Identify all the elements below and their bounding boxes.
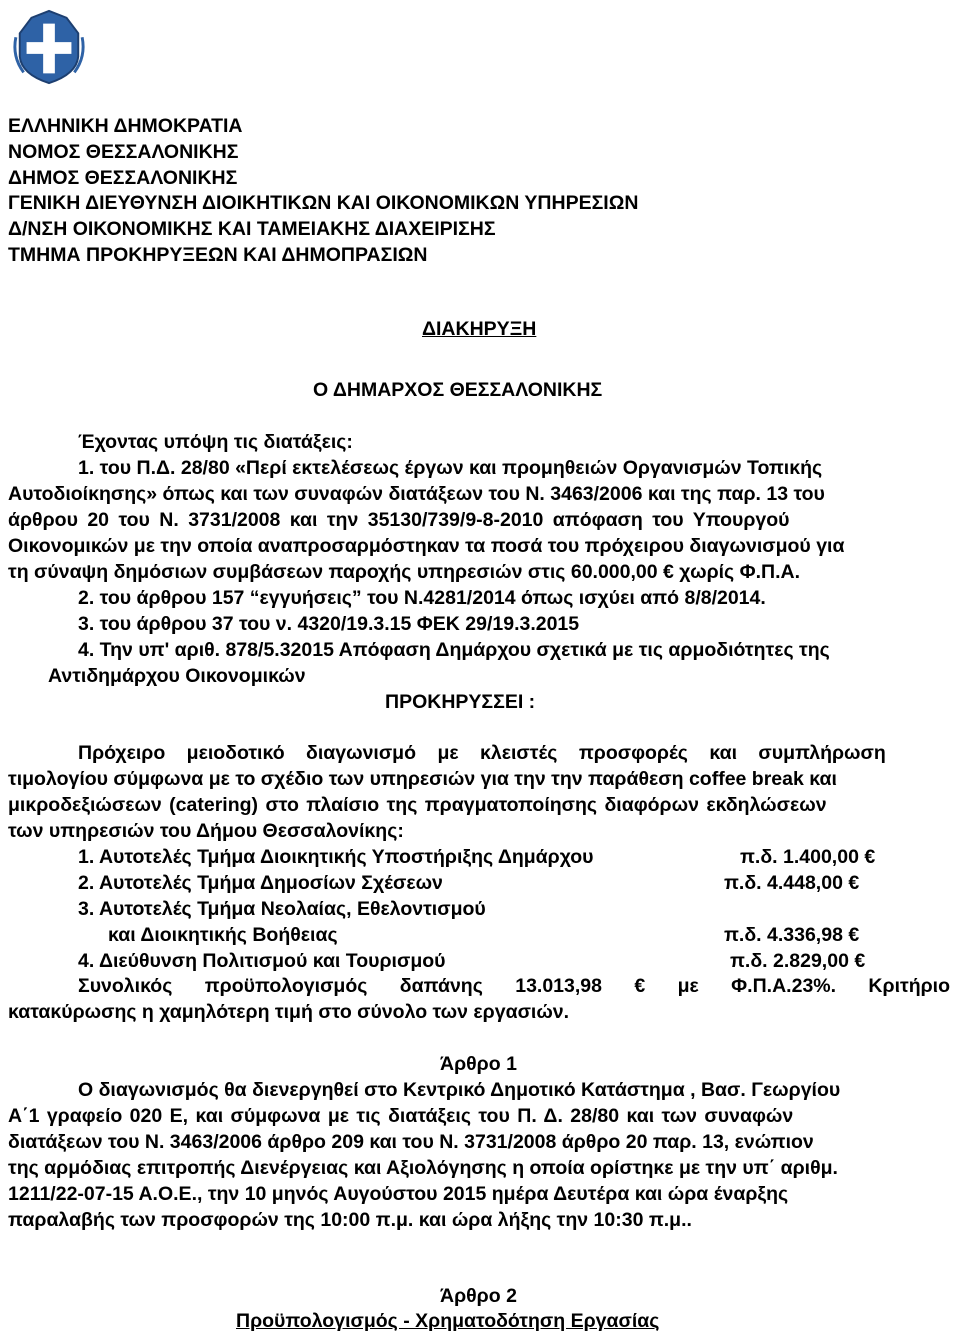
provision-1-line: άρθρου 20 του Ν. 3731/2008 και την 35130/739/9-8-2010 απόφαση του Υπουργού (8, 509, 790, 531)
provision-2: 2. του άρθρου 157 “εγγυήσεις” του Ν.4281/2014 όπως ισχύει από 8/8/2014. (78, 587, 766, 609)
provision-1-line: τη σύναψη δημόσιων συμβάσεων παροχής υπηρεσιών στις 60.000,00 € χωρίς Φ.Π.Α. (8, 561, 801, 583)
greek-emblem-icon (10, 8, 88, 86)
mayor-line: Ο ΔΗΜΑΡΧΟΣ ΘΕΣΣΑΛΟΝΙΚΗΣ (313, 379, 603, 401)
article-1-line: 1211/22-07-15 Α.Ο.Ε., την 10 μηνός Αυγούστου 2015 ημέρα Δευτέρα και ώρα έναρξης (8, 1183, 789, 1205)
article-1-line: παραλαβής των προσφορών της 10:00 π.μ. και ώρα λήξης την 10:30 π.μ.. (8, 1209, 692, 1231)
document-title: ΔΙΑΚΗΡΥΞΗ (422, 318, 537, 340)
header-line: Δ/ΝΣΗ ΟΙΚΟΝΟΜΙΚΗΣ ΚΑΙ ΤΑΜΕΙΑΚΗΣ ΔΙΑΧΕΙΡΙΣΗΣ (8, 218, 496, 240)
header-line: ΓΕΝΙΚΗ ΔΙΕΥΘΥΝΣΗ ΔΙΟΙΚΗΤΙΚΩΝ ΚΑΙ ΟΙΚΟΝΟΜΙΚΩΝ ΥΠΗΡΕΣΙΩΝ (8, 192, 639, 214)
total-word: δαπάνης (399, 975, 483, 997)
header-line: ΔΗΜΟΣ ΘΕΣΣΑΛΟΝΙΚΗΣ (8, 167, 238, 189)
budget-item-label: 1. Αυτοτελές Τμήμα Διοικητικής Υποστήριξης Δημάρχου (78, 846, 594, 868)
budget-item-label: 3. Αυτοτελές Τμήμα Νεολαίας, Εθελοντισμού (78, 898, 486, 920)
total-word: με (677, 975, 699, 997)
budget-item-amount: π.δ. 4.336,98 € (724, 924, 860, 946)
budget-item-amount: π.δ. 1.400,00 € (740, 846, 876, 868)
budget-item-label: και Διοικητικής Βοήθειας (108, 924, 338, 946)
article-1-line: διατάξεων του Ν. 3463/2006 άρθρο 209 και του Ν. 3731/2008 άρθρο 20 παρ. 13, ενώπιον (8, 1131, 814, 1153)
article-1-line: Ο διαγωνισμός θα διενεργηθεί στο Κεντρικό Δημοτικό Κατάστημα , Βασ. Γεωργίου (78, 1079, 841, 1101)
total-word: Κριτήριο (868, 975, 950, 997)
tender-line: των υπηρεσιών του Δήμου Θεσσαλονίκης: (8, 820, 404, 842)
budget-item-amount: π.δ. 4.448,00 € (724, 872, 860, 894)
article-1-line: της αρμόδιας επιτροπής Διενέργειας και Αξιολόγησης η οποία ορίστηκε με την υπ΄ αριθμ. (8, 1157, 838, 1179)
considering-line: Έχοντας υπόψη τις διατάξεις: (78, 431, 353, 453)
article-1-heading: Άρθρο 1 (440, 1053, 517, 1075)
tender-line: τιμολογίου σύμφωνα με το σχέδιο των υπηρεσιών για την την παράθεση coffee break και (8, 768, 837, 790)
total-line (78, 974, 950, 998)
article-2-subheading: Προϋπολογισμός - Χρηματοδότηση Εργασίας (236, 1310, 660, 1332)
award-criterion-line: κατακύρωσης η χαμηλότερη τιμή στο σύνολο των εργασιών. (8, 1001, 570, 1023)
tender-line: μικροδεξιώσεων (catering) στο πλαίσιο της πραγματοποίησης διαφόρων εκδηλώσεων (8, 794, 827, 816)
total-amount: 13.013,98 (515, 975, 602, 997)
tender-line: Πρόχειρο μειοδοτικό διαγωνισμό με κλειστές προσφορές και συμπλήρωση (78, 742, 886, 764)
article-1-line: Α΄1 γραφείο 020 Ε, και σύμφωνα με τις διατάξεις του Π. Δ. 28/80 και των συναφών (8, 1105, 794, 1127)
proclaims-heading: ΠΡΟΚΗΡΥΣΣΕΙ : (385, 691, 536, 713)
budget-item-amount: π.δ. 2.829,00 € (730, 950, 866, 972)
provision-4-line: 4. Την υπ' αριθ. 878/5.32015 Απόφαση Δημάρχου σχετικά με τις αρμοδιότητες της (78, 639, 830, 661)
provision-3: 3. του άρθρου 37 του ν. 4320/19.3.15 ΦΕΚ 29/19.3.2015 (78, 613, 580, 635)
article-2-heading: Άρθρο 2 (440, 1285, 517, 1307)
provision-1-line: Οικονομικών με την οποία αναπροσαρμόστηκαν τα ποσά του πρόχειρου διαγωνισμού για (8, 535, 845, 557)
budget-item-label: 4. Διεύθυνση Πολιτισμού και Τουρισμού (78, 950, 446, 972)
total-word: προϋπολογισμός (204, 975, 368, 997)
euro-sign: € (634, 975, 646, 997)
provision-1-line: Αυτοδιοίκησης» όπως και των συναφών διατάξεων του Ν. 3463/2006 και της παρ. 13 του (8, 483, 825, 505)
provision-4-line: Αντιδημάρχου Οικονομικών (48, 665, 306, 687)
provision-1-line (78, 456, 893, 480)
total-word: Συνολικός (78, 975, 173, 997)
header-line: ΤΜΗΜΑ ΠΡΟΚΗΡΥΞΕΩΝ ΚΑΙ ΔΗΜΟΠΡΑΣΙΩΝ (8, 244, 428, 266)
header-line: ΝΟΜΟΣ ΘΕΣΣΑΛΟΝΙΚΗΣ (8, 141, 239, 163)
provision-text: 1. του Π.Δ. 28/80 «Περί εκτελέσεως έργων και προμηθειών Οργανισμών Τοπικής (78, 457, 823, 479)
header-line: ΕΛΛΗΝΙΚΗ ΔΗΜΟΚΡΑΤΙΑ (8, 115, 243, 137)
total-vat: Φ.Π.Α.23%. (731, 975, 837, 997)
budget-item-label: 2. Αυτοτελές Τμήμα Δημοσίων Σχέσεων (78, 872, 443, 894)
